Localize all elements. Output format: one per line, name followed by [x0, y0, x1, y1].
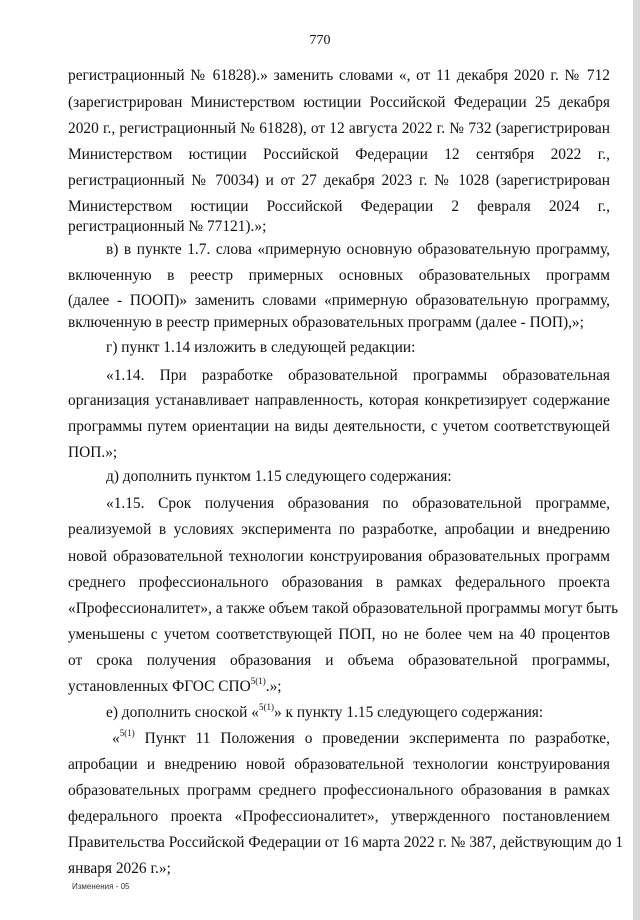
footnote-mark: 5(1) — [258, 702, 274, 712]
text-line: Министерством юстиции Российской Федерации 12 сентября 2022 г., — [68, 146, 610, 163]
text-line: уменьшены с учетом соответствующей ПОП, но не более чем на 40 процентов — [68, 626, 610, 643]
footnote-mark: 5(1) — [250, 676, 266, 686]
text-line: апробации и внедрению новой образовательной технологии конструирования — [68, 756, 610, 773]
text-line: (зарегистрирован Министерством юстиции Российской Федерации 25 декабря — [68, 94, 610, 111]
text-line: программы путем ориентации на виды деятельности, с учетом соответствующей — [68, 418, 610, 435]
text-line: регистрационный № 61828).» заменить словами «, от 11 декабря 2020 г. № 712 — [68, 67, 610, 84]
text-line: регистрационный № 77121).»; — [68, 218, 267, 235]
text-line: 2020 г., регистрационный № 61828), от 12 августа 2022 г. № 732 (зарегистрирован — [68, 120, 610, 137]
text-line: г) пункт 1.14 изложить в следующей редакции: — [106, 339, 416, 356]
page-number: 770 — [309, 33, 331, 48]
text-line: Правительства Российской Федерации от 16 марта 2022 г. № 387, действующим до 1 — [68, 834, 624, 851]
text-line: в) в пункте 1.7. слова «примерную основную образовательную программу, — [106, 241, 610, 258]
footer-revision: Изменения - 05 — [72, 882, 130, 891]
text-line: регистрационный № 70034) и от 27 декабря 2023 г. № 1028 (зарегистрирован — [68, 172, 610, 189]
text-line: образовательных программ среднего профессионального образования в рамках — [68, 782, 610, 799]
text-line: д) дополнить пунктом 1.15 следующего содержания: — [106, 468, 452, 485]
text-line: «1.15. Срок получения образования по образовательной программе, — [106, 495, 610, 512]
text-line: новой образовательной технологии конструирования образовательных программ — [68, 548, 610, 565]
text-line: организация устанавливает направленность, которая конкретизирует содержание — [68, 392, 610, 409]
text-line: реализуемой в условиях эксперимента по разработке, апробации и внедрению — [68, 521, 610, 538]
text-line: среднего профессионального образования в рамках федерального проекта — [68, 574, 610, 591]
text-line: «Профессионалитет», а также объем такой образовательной программы могут быть — [68, 600, 619, 617]
text-line: федерального проекта «Профессионалитет», утвержденного постановлением — [68, 808, 610, 825]
text-line: ПОП.»; — [68, 444, 118, 461]
text-line: «1.14. При разработке образовательной программы образовательная — [106, 367, 610, 384]
text-line: е) дополнить сноской «$^{5(1)}$» к пункту 1.15 следующего содержания: — [106, 702, 544, 721]
scan-edge — [633, 0, 640, 920]
text-line: января 2026 г.»; — [68, 860, 171, 877]
footnote-mark: 5(1) — [119, 728, 135, 738]
text-line: от срока получения образования и объема образовательной программы, — [68, 652, 610, 669]
text-line: «$^{5(1)}$ Пункт 11 Положения о проведении эксперимента по разработке, — [112, 728, 610, 747]
text-line: Министерством юстиции Российской Федерации 2 февраля 2024 г., — [68, 198, 610, 215]
text-line: (далее - ПООП)» заменить словами «примерную образовательную программу, — [68, 292, 610, 309]
text-line: установленных ФГОС $СПО^{5(1)}$.»; — [68, 676, 282, 695]
text-line: включенную в реестр примерных образовательных программ (далее - ПОП),»; — [68, 314, 584, 331]
text-line: включенную в реестр примерных основных образовательных программ — [68, 267, 610, 284]
